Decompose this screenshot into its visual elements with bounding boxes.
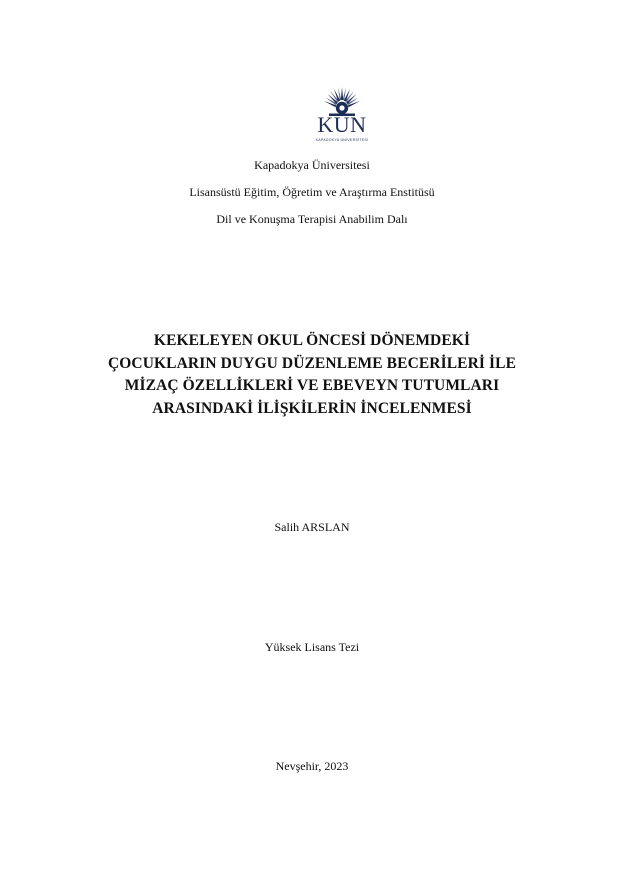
- place-and-year: Nevşehir, 2023: [275, 759, 349, 773]
- thesis-title-line: KEKELEYEN OKUL ÖNCESİ DÖNEMDEKİ: [153, 332, 471, 349]
- thesis-title-line: ARASINDAKİ İLİŞKİLERİN İNCELENMESİ: [152, 399, 472, 417]
- department-name: Dil ve Konuşma Terapisi Anabilim Dalı: [216, 212, 408, 226]
- degree-type: Yüksek Lisans Tezi: [264, 640, 360, 654]
- thesis-title-line: MİZAÇ ÖZELLİKLERİ VE EBEVEYN TUTUMLARI: [124, 377, 500, 394]
- university-name: Kapadokya Üniversitesi: [254, 158, 370, 172]
- thesis-title-line: ÇOCUKLARIN DUYGU DÜZENLEME BECERİLERİ İLE: [107, 354, 517, 372]
- thesis-title: [0, 330, 624, 420]
- university-logo: [299, 86, 385, 148]
- logo-wordmark: KÜN: [317, 112, 367, 137]
- logo-subtitle: KAPADOKYA ÜNİVERSİTESİ: [315, 138, 369, 142]
- author-name: Salih ARSLAN: [274, 520, 350, 534]
- institute-name: Lisansüstü Eğitim, Öğretim ve Araştırma Enstitüsü: [189, 185, 435, 199]
